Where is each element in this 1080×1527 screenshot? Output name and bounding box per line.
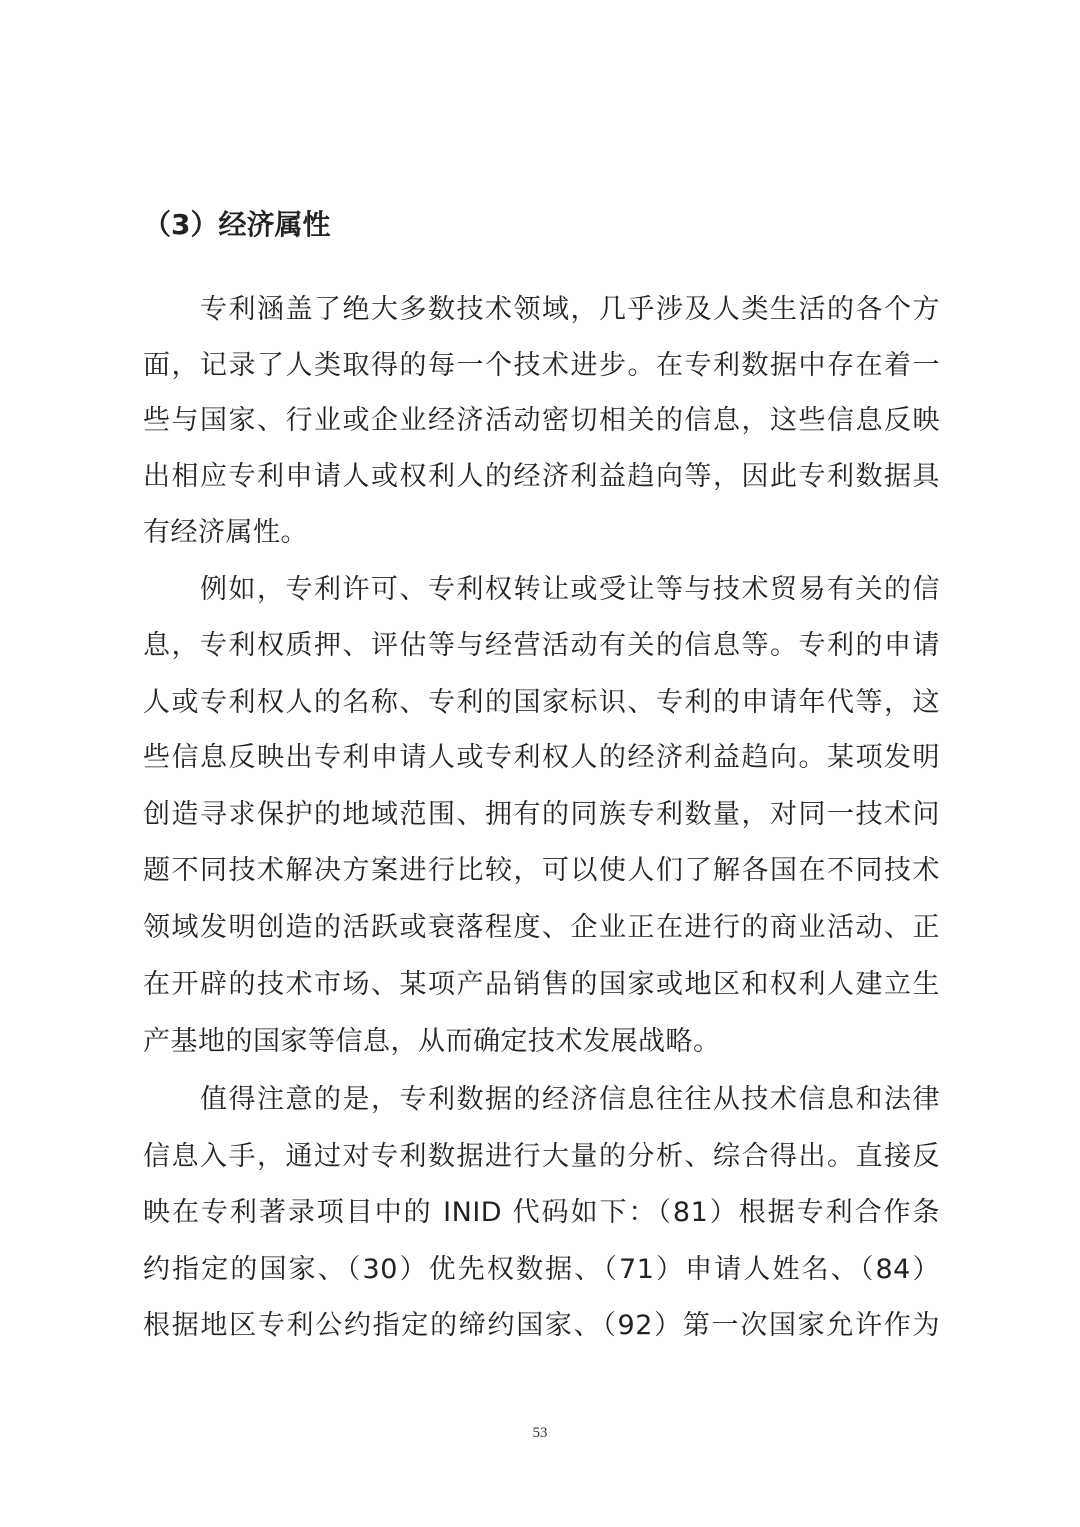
text-line: 出相应专利申请人或权利人的经济利益趋向等，因此专利数据具 <box>143 461 940 492</box>
text-line: 些与国家、行业或企业经济活动密切相关的信息，这些信息反映 <box>143 405 940 436</box>
text-line: 约指定的国家、（30）优先权数据、（71）申请人姓名、（84） <box>143 1254 940 1285</box>
text-line: 映在专利著录项目中的 INID 代码如下：（81）根据专利合作条 <box>143 1197 940 1228</box>
section-heading: （3）经济属性 <box>143 208 331 241</box>
text-line: 专利涵盖了绝大多数技术领域，几乎涉及人类生活的各个方 <box>143 294 940 325</box>
text-line: 例如，专利许可、专利权转让或受让等与技术贸易有关的信 <box>143 574 940 605</box>
text-line: 根据地区专利公约指定的缔约国家、（92）第一次国家允许作为 <box>143 1310 940 1341</box>
text-line: 创造寻求保护的地域范围、拥有的同族专利数量，对同一技术问 <box>143 799 940 830</box>
page-number: 53 <box>532 1425 548 1441</box>
text-line: 人或专利权人的名称、专利的国家标识、专利的申请年代等，这 <box>143 687 940 718</box>
text-line: 产基地的国家等信息，从而确定技术发展战略。 <box>143 1026 721 1057</box>
text-line: 在开辟的技术市场、某项产品销售的国家或地区和权利人建立生 <box>143 969 940 1000</box>
text-line: 信息入手，通过对专利数据进行大量的分析、综合得出。直接反 <box>143 1141 940 1172</box>
text-line: 些信息反映出专利申请人或专利权人的经济利益趋向。某项发明 <box>143 742 940 773</box>
text-line: 题不同技术解决方案进行比较，可以使人们了解各国在不同技术 <box>143 855 940 886</box>
text-line: 有经济属性。 <box>143 517 308 548</box>
text-line: 息，专利权质押、评估等与经营活动有关的信息等。专利的申请 <box>143 630 940 661</box>
text-line: 领域发明创造的活跃或衰落程度、企业正在进行的商业活动、正 <box>143 912 940 943</box>
text-line: 值得注意的是，专利数据的经济信息往往从技术信息和法律 <box>143 1084 940 1115</box>
text-line: 面，记录了人类取得的每一个技术进步。在专利数据中存在着一 <box>143 350 940 381</box>
